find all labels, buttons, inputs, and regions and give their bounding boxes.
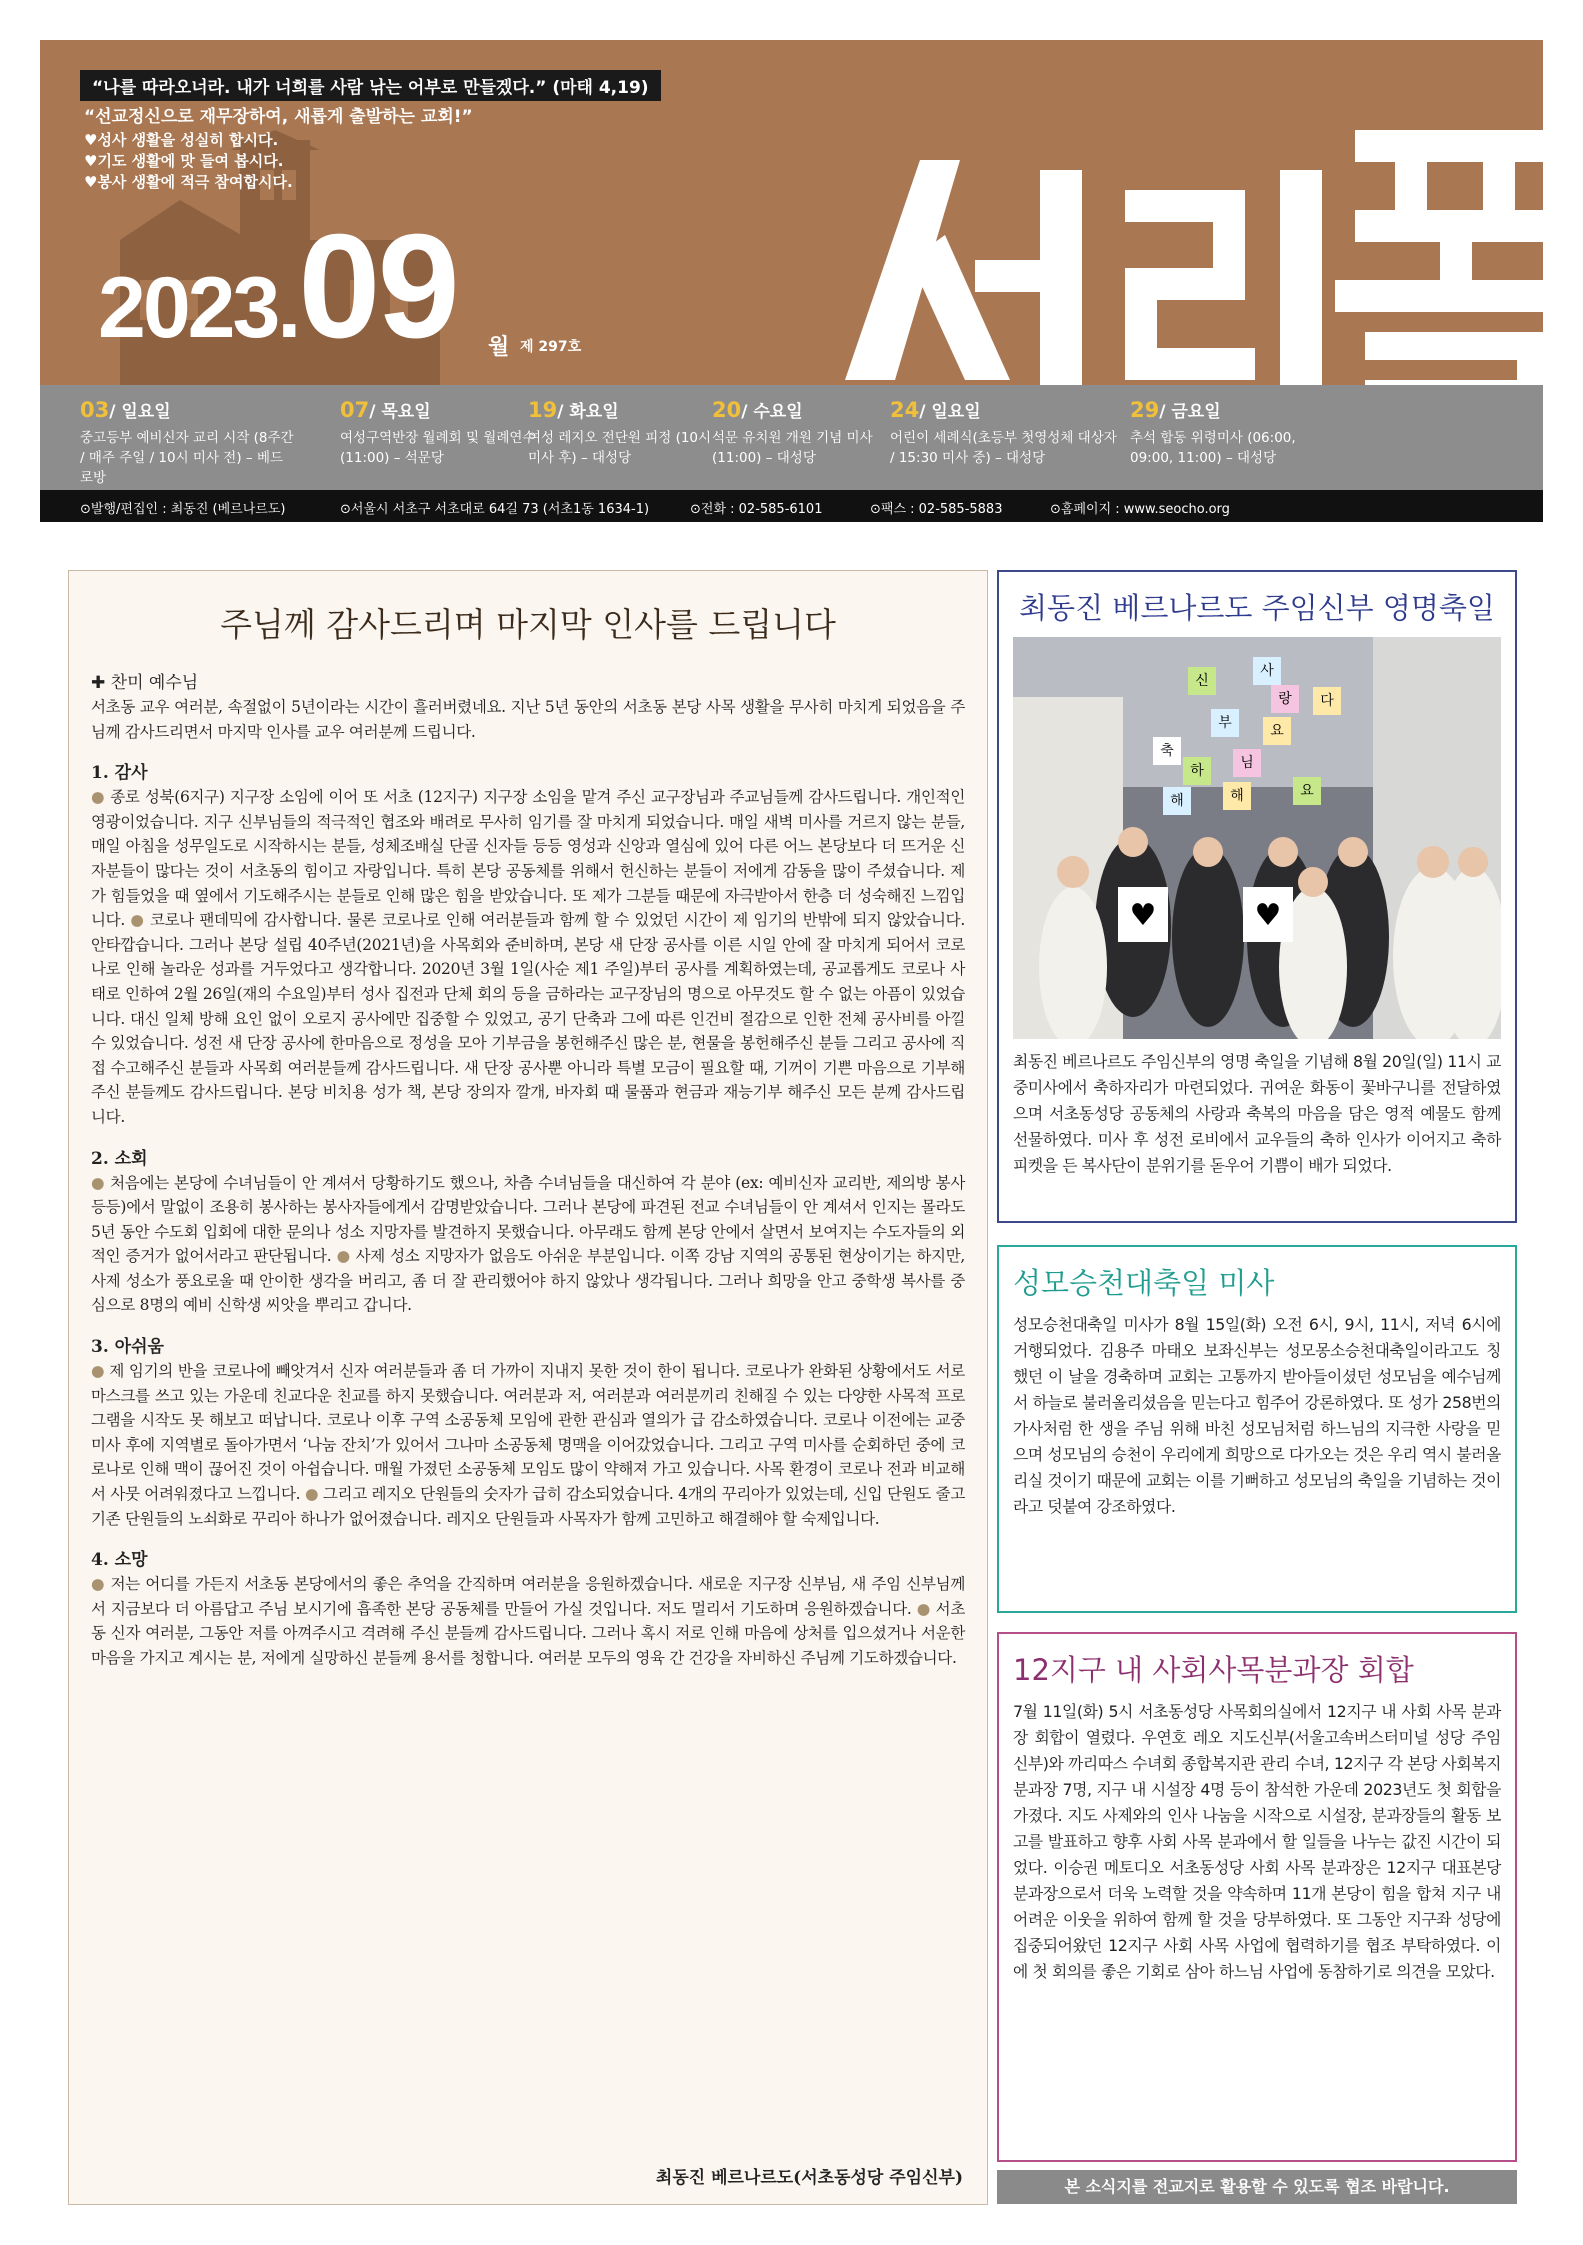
picket-sign: 사	[1253, 657, 1281, 685]
section-paragraph: ● 제 임기의 반을 코로나에 빼앗겨서 신자 여러분들과 좀 더 가까이 지내지 못한 것이 한이 됩니다. 코로나가 완화된 상황에서도 서로 마스크를 쓰고 있는 가운데 친교다운 친교를 하지 못했습니다. 여러분과 저, 여러분과 여러분끼리 친해질 수 있는 다양한 사목적 프로그램을 시작도 못 해보고 떠납니다. 코로나 이후 구역 소공동체 모임에 관한 관심과 열의가 급 감소하였습니다. 코로나 이전에는 교중 미사 후에 지역별로 돌아가면서 ‘나눔 잔치’가 있어서 그나마 소공동체 명맥을 이어갔었습니다. 그리고 구역 미사를 순회하던 중에 코로나로 인해 맥이 끊어진 것이 아쉽습니다. 매월 가졌던 소공동체 모임도 많이 약해져 가고 있습니다. 사목 환경이 코로나 전과 비교해서 사뭇 어려워졌다고 느낍니다. ● 그리고 레지오 단원들의 숫자가 급히 감소되었습니다. 4개의 꾸리아가 있었는데, 신입 단원도 줄고 기존 단원들의 노쇠화로 꾸리아 하나가 없어졌습니다. 레지오 단원들과 사목자가 함께 고민하고 해결해야 할 숙제입니다.	[91, 1362, 965, 1528]
publisher-info-bar	[40, 490, 1543, 522]
event-text: 여성 레지오 전단원 피정 (10시 미사 후) – 대성당	[528, 430, 712, 466]
parish-goals	[84, 130, 293, 193]
fax-info: ⊙팩스 : 02-585-5883	[870, 502, 1003, 517]
feast-day-box	[997, 570, 1517, 1223]
assumption-mass-title: 성모승천대축일 미사	[1013, 1266, 1275, 1300]
feast-day-title: 최동진 베르나르도 주임신부 영명축일	[1019, 591, 1495, 625]
picket-sign: 님	[1233, 749, 1261, 777]
evangelization-note: 본 소식지를 전교지로 활용할 수 있도록 협조 바랍니다.	[997, 2170, 1517, 2204]
event-item	[340, 397, 540, 468]
issue-month: 09	[298, 204, 457, 369]
section-heading: 1. 감사	[91, 763, 148, 784]
monthly-events-bar	[40, 385, 1543, 490]
section-heading: 4. 소망	[91, 1550, 148, 1571]
assumption-mass-box	[997, 1245, 1517, 1613]
goal-item: ♥봉사 생활에 적극 참여합시다.	[84, 173, 293, 191]
event-day: 07	[340, 398, 370, 422]
section-paragraph: ● 저는 어디를 가든지 서초동 본당에서의 좋은 추억을 간직하며 여러분을 응원하겠습니다. 새로운 지구장 신부님, 새 주임 신부님께서 지금보다 더 아름답고 주님 보시기에 흡족한 본당 공동체를 만들어 가실 것입니다. 저도 멀리서 기도하며 응원하겠습니다. ● 서초동 신자 여러분, 그동안 저를 아껴주시고 격려해 주신 분들께 감사드립니다. 그러나 혹시 저로 인해 마음에 상처를 입으셨거나 서운한 마음을 가지고 계시는 분, 저에게 실망하신 분들께 용서를 청합니다. 여러분 모두의 영육 간 건강을 자비하신 주님께 기도하겠습니다.	[91, 1575, 965, 1667]
picket-sign: 축	[1153, 737, 1181, 765]
picket-sign: 다	[1313, 687, 1341, 715]
event-item	[1130, 397, 1330, 468]
svg-text:♥: ♥	[1129, 898, 1157, 933]
section-heading: 3. 아쉬움	[91, 1337, 164, 1358]
event-item	[80, 397, 295, 488]
article-opening: ✚ 찬미 예수님	[91, 673, 199, 693]
event-day: 03	[80, 398, 110, 422]
publisher-info: ⊙발행/편집인 : 최동진 (베르나르도)	[80, 502, 286, 517]
section-paragraph: ● 종로 성북(6지구) 지구장 소임에 이어 또 서초 (12지구) 지구장 소임을 맡겨 주신 교구장님과 주교님들께 감사드립니다. 개인적인 영광이었습니다. 지구 신부님들의 적극적인 협조와 배려로 무사히 임기를 잘 마치게 되었습니다. 매일 새벽 미사를 거르지 않는 분들, 매일 아침을 성무일도로 시작하시는 분들, 성체조배실 단골 신자들 등등 영성과 신앙과 열심에 있어 다른 어느 본당보다 더 뜨거운 신자분들이 많다는 것이 서초동의 힘이고 자랑입니다. 특히 본당 공동체를 위해서 헌신하는 분들이 저에게 감동을 많이 주셨습니다. 제가 힘들었을 때 옆에서 기도해주시는 분들로 인해 많은 힘을 받았습니다. 또 제가 그분들 때문에 자극받아서 한층 더 성숙해진 느낌입니다. ● 코로나 팬데믹에 감사합니다. 물론 코로나로 인해 여러분들과 함께 할 수 있었던 시간이 제 임기의 반밖에 되지 않았습니다. 안타깝습니다. 그러나 본당 설립 40주년(2021년)을 사목회와 준비하며, 본당 새 단장 공사를 이른 시일 안에 잘 마치게 되어서 코로나로 인해 놀라운 성과를 거두었다고 생각합니다. 2020년 3월 1일(사순 제1 주일)부터 공사를 계획하였는데, 공교롭게도 코로나 사태로 인하여 2월 26일(재의 수요일)부터 성사 집전과 단체 회의 등을 금하라는 교구장님의 명으로 아무것도 할 수 없는 아픔이 있었습니다. 대신 일체 방해 요인 없이 오로지 공사에만 집중할 수 있었고, 공기 단축과 그에 따른 인건비 절감으로 인한 전체 공사비를 아낄 수 있었습니다. 성전 새 단장 공사에 한마음으로 정성을 모아 기부금을 봉헌해주신 많은 분, 현물을 봉헌해주신 분들 그리고 공사에 직접 수고해주신 분들과 사목회 여러분들께 감사드립니다. 새 단장 공사뿐 아니라 특별 모금이 필요할 때, 기꺼이 기쁜 마음으로 기부해주신 분들께도 감사드립니다. 본당 비치용 성가 책, 본당 장의자 깔개, 바자회 때 물품과 현금과 재능기부 해주신 모든 분께 감사드립니다.	[91, 788, 965, 1126]
event-item	[890, 397, 1120, 468]
issue-date	[98, 202, 457, 372]
event-weekday: / 일요일	[109, 402, 171, 422]
homepage-link[interactable]: ⊙홈페이지 : www.seocho.org	[1050, 502, 1230, 517]
event-item	[528, 397, 728, 468]
picket-sign: 해	[1163, 787, 1191, 815]
feast-day-photo	[1013, 637, 1501, 1039]
event-weekday: / 목요일	[369, 402, 431, 422]
section-heading: 2. 소회	[91, 1148, 148, 1169]
picket-sign: 랑	[1271, 685, 1299, 713]
goal-item: ♥성사 생활을 성실히 합시다.	[84, 131, 279, 149]
article-title: 주님께 감사드리며 마지막 인사를 드립니다	[220, 605, 836, 644]
event-text: 석문 유치원 개원 기념 미사 (11:00) – 대성당	[712, 430, 873, 466]
event-weekday: / 일요일	[919, 402, 981, 422]
event-day: 24	[890, 398, 920, 422]
masthead	[40, 40, 1543, 522]
event-text: 여성구역반장 월례회 및 월례연수(11:00) – 석문당	[340, 430, 536, 466]
picket-sign: 부	[1211, 709, 1239, 737]
event-day: 19	[528, 398, 558, 422]
event-day: 20	[712, 398, 742, 422]
event-item	[712, 397, 897, 468]
social-ministry-meeting-box	[997, 1632, 1517, 2162]
goal-item: ♥기도 생활에 맛 들여 봅시다.	[84, 152, 284, 170]
article-intro: 서초동 교우 여러분, 속절없이 5년이라는 시간이 흘러버렸네요. 지난 5년 동안의 서초동 본당 사목 생활을 무사히 마치게 되었음을 주님께 감사드리면서 마지막 인사를 교우 여러분께 드립니다.	[91, 698, 965, 741]
issue-year: 2023.	[98, 260, 299, 356]
event-day: 29	[1130, 398, 1160, 422]
event-weekday: / 수요일	[741, 402, 803, 422]
assumption-mass-text: 성모승천대축일 미사가 8월 15일(화) 오전 6시, 9시, 11시, 저녁 6시에 거행되었다. 김용주 마태오 보좌신부는 성모몽소승천대축일이라고도 칭했던 이 날을 경축하며 교회는 고통까지 받아들이셨던 성모님을 예수님께서 하늘로 불러올리셨음을 믿는다고 힘주어 강론하였다. 또 성가 258번의 가사처럼 한 생을 주님 위해 바친 성모님처럼 하느님의 지극한 사랑을 믿으며 성모님의 승천이 우리에게 희망으로 다가오는 것은 우리 역시 불러올리실 것이기 때문에 교회는 이를 기뻐하고 성모님의 축일을 기념하는 것이라고 덧붙여 강조하였다.	[1013, 1315, 1501, 1516]
event-weekday: / 금요일	[1159, 402, 1221, 422]
picket-sign: 요	[1263, 717, 1291, 745]
farewell-article	[68, 570, 988, 2205]
picket-sign: 해	[1223, 782, 1251, 810]
address-info: ⊙서울시 서초구 서초대로 64길 73 (서초1동 1634-1)	[340, 502, 650, 517]
picket-sign: 하	[1183, 757, 1211, 785]
section-paragraph: ● 처음에는 본당에 수녀님들이 안 계셔서 당황하기도 했으나, 차츰 수녀님들을 대신하여 각 분야 (ex: 예비신자 교리반, 제의방 봉사 등등)에서 말없이 조용히 봉사하는 봉사자들에게서 감명받았습니다. 그러나 본당에 파견된 전교 수녀님들이 안 계셔서 인지는 몰라도 5년 동안 수도회 입회에 대한 문의나 성소 지망자를 발견하지 못했습니다. 아무래도 함께 본당 안에서 살면서 보여지는 수도자들의 외적인 증거가 없어서라고 판단됩니다. ● 사제 성소 지망자가 없음도 아쉬운 부분입니다. 이쪽 강남 지역의 공통된 현상이기는 하지만, 사제 성소가 풍요로울 때 안이한 생각을 버리고, 좀 더 잘 관리했어야 하지 않았나 생각됩니다. 그러나 희망을 안고 중학생 복사를 중심으로 8명의 예비 신학생 씨앗을 뿌리고 갑니다.	[91, 1173, 965, 1315]
picket-sign: 요	[1293, 777, 1321, 805]
scripture-quote: “나를 따라오너라. 내가 너희를 사람 낚는 어부로 만들겠다.” (마태 4,19)	[80, 70, 661, 101]
svg-text:♥: ♥	[1254, 898, 1282, 933]
group-photo-image	[1013, 637, 1501, 1039]
event-text: 추석 합동 위령미사 (06:00, 09:00, 11:00) – 대성당	[1130, 430, 1296, 466]
social-ministry-meeting-title: 12지구 내 사회사목분과장 회합	[1013, 1653, 1414, 1687]
article-signature: 최동진 베르나르도(서초동성당 주임신부)	[655, 2168, 963, 2188]
event-weekday: / 화요일	[557, 402, 619, 422]
event-text: 중고등부 예비신자 교리 시작 (8주간 / 매주 주일 / 10시 미사 전) – 베드로방	[80, 430, 294, 486]
issue-number: 제 297호	[520, 339, 582, 355]
parish-motto: “선교정신으로 재무장하여, 새롭게 출발하는 교회!”	[84, 107, 473, 127]
picket-sign: 신	[1188, 667, 1216, 695]
feast-day-caption: 최동진 베르나르도 주임신부의 영명 축일을 기념해 8월 20일(일) 11시 교중미사에서 축하자리가 마련되었다. 귀여운 화동이 꽃바구니를 전달하였으며 서초동성당 공동체의 사랑과 축복의 마음을 담은 영적 예물도 함께 선물하였다. 미사 후 성전 로비에서 교우들의 축하 인사가 이어지고 축하 피켓을 든 복사단이 분위기를 돋우어 기쁨이 배가 되었다.	[1013, 1052, 1501, 1175]
event-text: 어린이 세례식(초등부 첫영성체 대상자 / 15:30 미사 중) – 대성당	[890, 430, 1117, 466]
social-ministry-meeting-text: 7월 11일(화) 5시 서초동성당 사목회의실에서 12지구 내 사회 사목 분과장 회합이 열렸다. 우연호 레오 지도신부(서울고속버스터미널 성당 주임신부)와 까리따스 수녀회 종합복지관 관리 수녀, 12지구 각 본당 사회복지 분과장 7명, 지구 내 시설장 4명 등이 참석한 가운데 2023년도 첫 회합을 가졌다. 지도 사제와의 인사 나눔을 시작으로 시설장, 분과장들의 활동 보고를 발표하고 향후 사회 사목 분과에서 할 일들을 나누는 값진 시간이 되었다. 이승권 메토디오 서초동성당 사회 사목 분과장은 12지구 대표본당 분과장으로서 더욱 노력할 것을 약속하며 11개 본당이 힘을 합쳐 지구 내 어려운 이웃을 위하여 함께 할 것을 당부하였다. 또 그동안 지구좌 성당에 집중되어왔던 12지구 사회 사목 사업에 협력하기를 협조 부탁하였다. 이에 첫 회의를 좋은 기회로 삼아 하느님 사업에 동참하기로 의견을 모았다.	[1013, 1702, 1501, 1981]
phone-info: ⊙전화 : 02-585-6101	[690, 502, 823, 517]
month-suffix: 월	[488, 335, 510, 360]
